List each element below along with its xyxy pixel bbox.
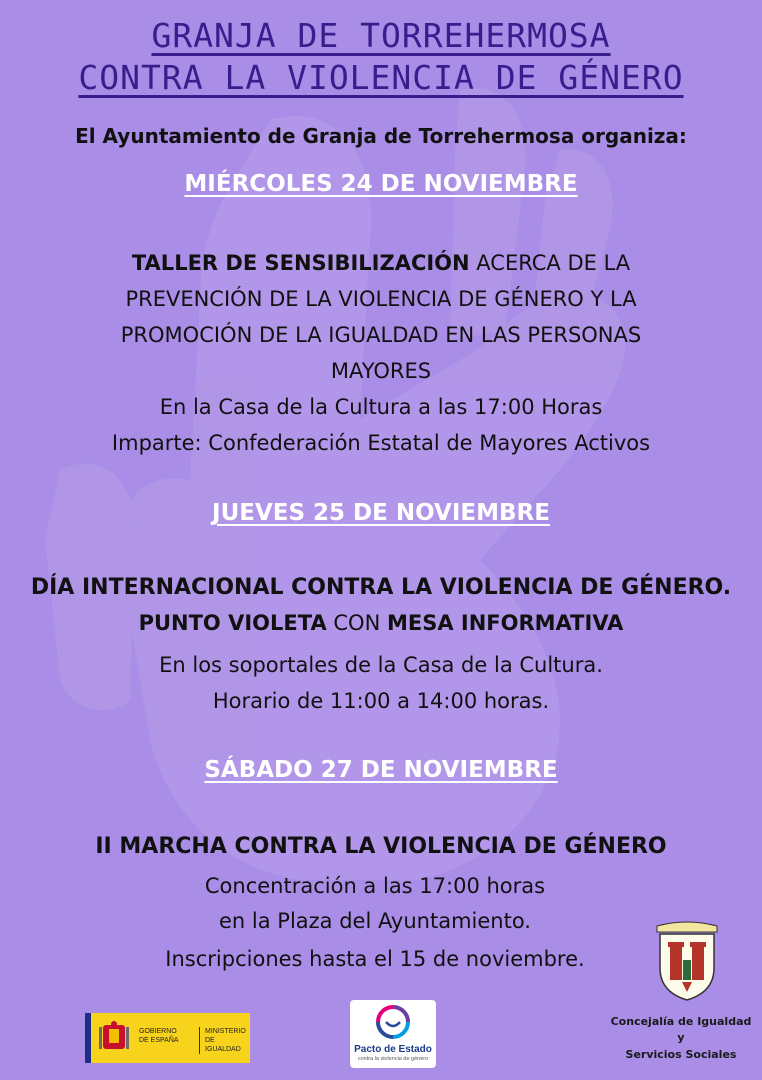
event2-line2: [0, 611, 762, 635]
ministry-text-l2: DE IGUALDAD: [205, 1037, 241, 1053]
intro-text: El Ayuntamiento de Granja de Torrehermosa organiza:: [75, 124, 687, 148]
page-title-line2: CONTRA LA VIOLENCIA DE GÉNERO: [78, 58, 684, 97]
event1-place: En la Casa de la Cultura a las 17:00 Horas: [159, 395, 603, 419]
concejalia-line2: y: [677, 1031, 685, 1044]
event2-hours: Horario de 11:00 a 14:00 horas.: [212, 689, 550, 713]
event1-description: [0, 245, 762, 461]
gov-text-l2: DE ESPAÑA: [139, 1037, 179, 1044]
event1-line4: MAYORES: [330, 359, 432, 383]
event2-bold-a: PUNTO VIOLETA: [138, 611, 327, 635]
event2-place: En los soportales de la Casa de la Cultura.: [159, 653, 603, 677]
pacto-circle-icon: [350, 1000, 436, 1044]
event1-imparte: Imparte: Confederación Estatal de Mayores Activos: [111, 431, 651, 455]
event1-date: MIÉRCOLES 24 DE NOVIEMBRE: [184, 171, 578, 197]
event1-line3: PROMOCIÓN DE LA IGUALDAD EN LAS PERSONAS: [120, 323, 642, 347]
event1-line2: PREVENCIÓN DE LA VIOLENCIA DE GÉNERO Y LA: [125, 287, 637, 311]
event3-title: II MARCHA CONTRA LA VIOLENCIA DE GÉNERO: [95, 834, 667, 859]
event2-date: JUEVES 25 DE NOVIEMBRE: [212, 500, 550, 526]
event3-line1: Concentración a las 17:00 horas: [204, 874, 546, 898]
pacto-subtitle: contra la violencia de género: [357, 1056, 429, 1062]
ministry-text-l1: MINISTERIO: [205, 1028, 246, 1035]
event2-bold-b: MESA INFORMATIVA: [386, 611, 624, 635]
concejalia-line3: Servicios Sociales: [625, 1048, 737, 1061]
gov-text: [139, 1027, 179, 1045]
ministry-text: [199, 1027, 250, 1054]
concejalia-line1: Concejalía de Igualdad: [610, 1015, 752, 1028]
event3-line2: en la Plaza del Ayuntamiento.: [219, 909, 531, 933]
event2-mid: CON: [326, 611, 387, 635]
pacto-title: Pacto de Estado: [354, 1044, 432, 1055]
coat-of-arms-icon: [99, 1019, 129, 1055]
event1-line1: [0, 245, 762, 281]
event1-title-bold: TALLER DE SENSIBILIZACIÓN: [131, 251, 470, 275]
gov-text-l1: GOBIERNO: [139, 1028, 177, 1035]
pacto-de-estado-logo: [350, 1000, 436, 1068]
event2-line1: DÍA INTERNACIONAL CONTRA LA VIOLENCIA DE GÉNERO.: [30, 575, 732, 600]
municipal-crest-icon: [652, 920, 722, 1002]
event1-line1-rest: ACERCA DE LA: [469, 251, 631, 275]
event3-date: SÁBADO 27 DE NOVIEMBRE: [204, 757, 558, 783]
gobierno-espana-logo: [85, 1013, 250, 1063]
event3-line3: Inscripciones hasta el 15 de noviembre.: [165, 947, 585, 971]
page-title-line1: GRANJA DE TORREHERMOSA: [151, 16, 611, 55]
